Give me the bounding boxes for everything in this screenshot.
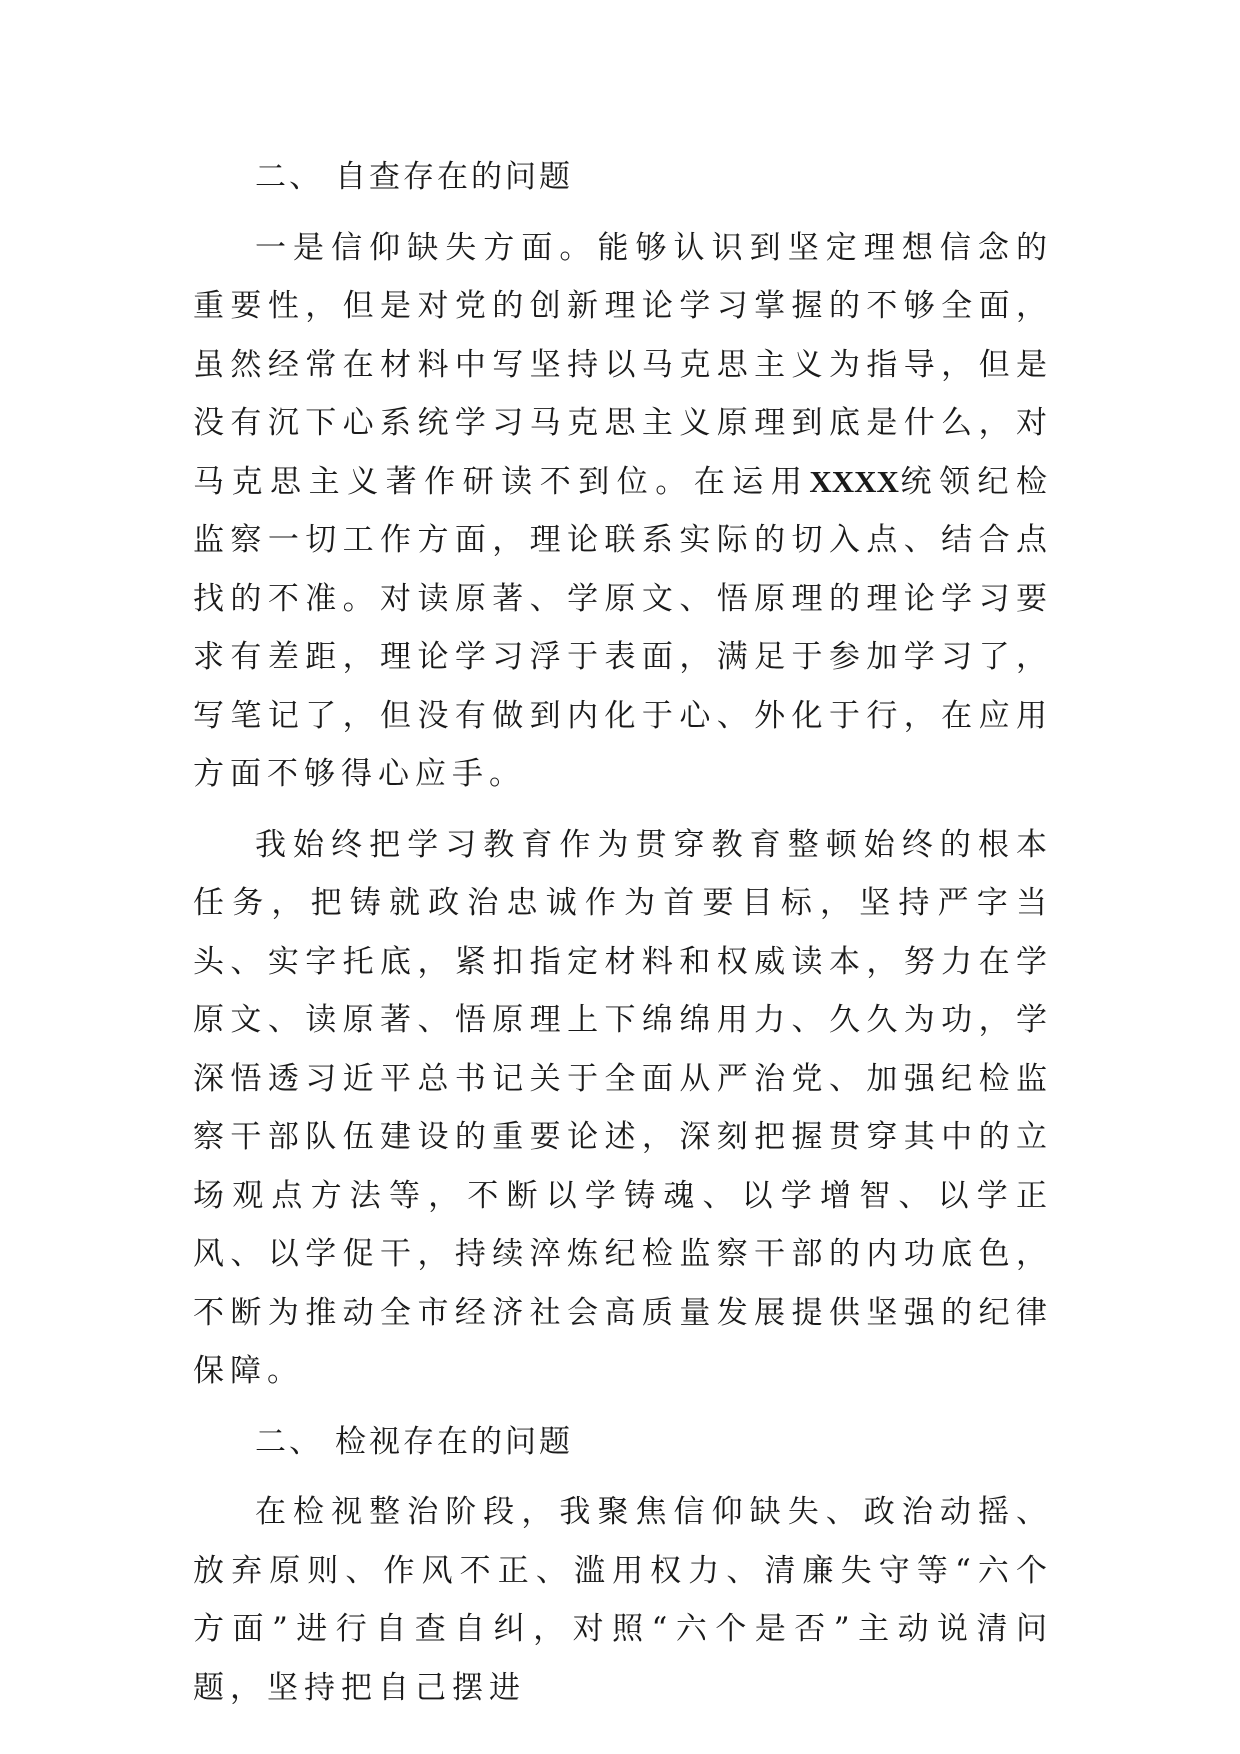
section-title: 自查存在的问题 [335,159,573,195]
paragraph-text: 一是信仰缺失方面。能够认识到坚定理想信念的重要性，但是对党的创新理论学习掌握的不够全面，虽然经常在材料中写坚持以马克思主义为指导，但是没有沉下心系统学习马克思主义原理到底是什么，对马克思主义著作研读不到位。在运用 [193,229,1053,500]
section-heading-1 [193,148,1053,207]
section-title: 检视存在的问题 [335,1423,573,1460]
redacted-term: XXXX [809,463,899,499]
paragraph-review: 在检视整治阶段，我聚焦信仰缺失、政治动摇、放弃原则、作风不正、滥用权力、清廉失守等“六个方面”进行自查自纠，对照“六个是否”主动说清问题，坚持把自己摆进 [193,1494,1053,1706]
section-heading-2 [193,1413,1053,1472]
paragraph-faith [193,219,1053,804]
paragraph-study: 我始终把学习教育作为贯穿教育整顿始终的根本任务，把铸就政治忠诚作为首要目标，坚持严字当头、实字托底，紧扣指定材料和权威读本，努力在学原文、读原著、悟原理上下绵绵用力、久久为功，学深悟透习近平总书记关于全面从严治党、加强纪检监察干部队伍建设的重要论述，深刻把握贯穿其中的立场观点方法等，不断以学铸魂、以学增智、以学正风、以学促干，持续淬炼纪检监察干部的内功底色，不断为推动全市经济社会高质量发展提供坚强的纪律保障。 [193,826,1053,1389]
paragraph-text: 统领纪检监察一切工作方面，理论联系实际的切入点、结合点找的不准。对读原著、学原文、悟原理的理论学习要求有差距，理论学习浮于表面，满足于参加学习了，写笔记了，但没有做到内化于心、外化于行，在应用方面不够得心应手。 [193,463,1054,792]
document-body [193,148,1053,1729]
section-number: 二、 [255,159,323,195]
section-number: 二、 [255,1423,323,1460]
